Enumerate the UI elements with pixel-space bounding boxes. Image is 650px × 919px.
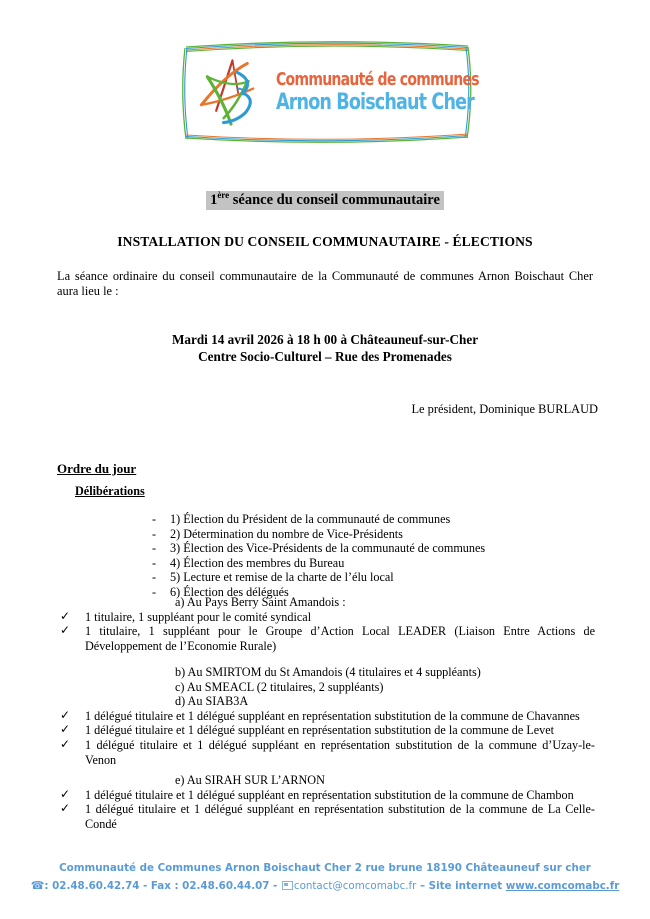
agenda-heading: Ordre du jour: [57, 461, 137, 476]
footer-site-label: – Site internet: [416, 880, 506, 892]
check-list-item: [0, 610, 650, 625]
title-prefix: 1: [210, 191, 218, 208]
check-list-item: [0, 738, 650, 767]
section-b-label: b) Au SMIRTOM du St Amandois (4 titulaires et 4 suppléants): [175, 665, 481, 679]
agenda-item-label: 3) Élection des Vice-Présidents de la communauté de communes: [170, 541, 486, 556]
footer-contact-line: [0, 877, 650, 895]
document-subtitle: INSTALLATION DU CONSEIL COMMUNAUTAIRE - ÉLECTIONS: [117, 234, 533, 249]
check-list-item: [0, 709, 650, 724]
president-signature: Le président, Dominique BURLAUD: [411, 402, 598, 416]
check-list-item: [0, 624, 650, 653]
footer-address-line: Communauté de Communes Arnon Boischaut Cher 2 rue brune 18190 Châteauneuf sur cher: [59, 862, 591, 874]
dash-bullet-icon: -: [152, 526, 157, 541]
agenda-item: [0, 512, 650, 527]
dash-bullet-icon: -: [152, 584, 157, 599]
phone-icon: ☎: [30, 879, 45, 892]
footer-phone-fax: : 02.48.60.42.74 - Fax : 02.48.60.44.07 -: [44, 880, 281, 892]
dash-bullet-icon: -: [152, 541, 157, 556]
section-d-label: d) Au SIAB3A: [175, 694, 249, 709]
logo-line-1: Communauté de communes: [276, 70, 479, 91]
check-bullet-icon: ✓: [60, 736, 71, 751]
check-item-label: 1 titulaire, 1 suppléant pour le Groupe d’Action Local LEADER (Liaison Entre Actions de Développement de l’Economie Rurale): [85, 624, 595, 653]
agenda-item-label: 1) Élection du Président de la communauté de communes: [170, 512, 451, 526]
agenda-item-label: 6) Élection des délégués: [170, 584, 289, 599]
organization-logo: [178, 33, 479, 153]
page-footer: [0, 860, 650, 895]
meeting-date-line: Mardi 14 avril 2026 à 18 h 00 à Châteauneuf-sur-Cher: [171, 332, 479, 347]
title-ordinal: ère: [217, 190, 230, 200]
check-list-item: [0, 723, 650, 738]
section-e-label: e) Au SIRAH SUR L’ARNON: [175, 773, 325, 787]
check-item-label: 1 délégué titulaire et 1 délégué suppléant en représentation substitution de la commune de Chavannes: [85, 708, 580, 723]
mail-icon: [282, 881, 293, 890]
agenda-item: [0, 570, 650, 585]
agenda-item-list: [0, 512, 650, 600]
intro-paragraph: La séance ordinaire du conseil communautaire de la Communauté de communes Arnon Boischaut Cher aura lieu le :: [57, 269, 593, 298]
title-rest: séance du conseil communautaire: [229, 191, 440, 208]
agenda-item: [0, 541, 650, 556]
check-bullet-icon: ✓: [60, 786, 71, 801]
logo-line-2: Arnon Boischaut Cher: [276, 89, 474, 115]
agenda-subheading: Délibérations: [75, 484, 145, 498]
agenda-item-label: 2) Détermination du nombre de Vice-Présidents: [170, 526, 403, 541]
footer-email[interactable]: contact@comcomabc.fr: [293, 880, 417, 892]
dash-bullet-icon: -: [152, 512, 157, 526]
check-bullet-icon: ✓: [60, 707, 71, 722]
agenda-item-label: 4) Élection des membres du Bureau: [170, 555, 345, 570]
section-e: [0, 773, 650, 831]
section-bcd: [0, 665, 650, 767]
meeting-location-line: Centre Socio-Culturel – Rue des Promenades: [198, 349, 452, 364]
check-bullet-icon: ✓: [60, 801, 71, 816]
check-bullet-icon: ✓: [60, 608, 71, 623]
meeting-details: [0, 331, 650, 365]
agenda-item: [0, 527, 650, 542]
check-item-label: 1 délégué titulaire et 1 délégué suppléant en représentation substitution de la commune de La Celle-Condé: [85, 802, 595, 831]
check-item-label: 1 délégué titulaire et 1 délégué suppléant en représentation substitution de la commune de Levet: [85, 723, 555, 738]
footer-website-link[interactable]: www.comcomabc.fr: [505, 880, 620, 892]
section-a: [0, 595, 650, 653]
page-title-highlight: [206, 191, 444, 210]
dash-bullet-icon: -: [152, 555, 157, 570]
check-item-label: 1 délégué titulaire et 1 délégué suppléant en représentation substitution de la commune d’Uzay-le-Venon: [85, 737, 595, 767]
check-item-label: 1 délégué titulaire et 1 délégué suppléant en représentation substitution de la commune de Chambon: [85, 787, 574, 802]
check-list-item: [0, 788, 650, 803]
section-c-label: c) Au SMEACL (2 titulaires, 2 suppléants): [175, 679, 384, 694]
logo-abc-monogram-icon: [194, 56, 268, 130]
dash-bullet-icon: -: [152, 570, 157, 585]
check-item-label: 1 titulaire, 1 suppléant pour le comité syndical: [85, 609, 312, 624]
page-title: [0, 190, 650, 209]
section-a-label: a) Au Pays Berry Saint Amandois :: [175, 595, 346, 609]
check-list-item: [0, 802, 650, 831]
agenda-item: [0, 556, 650, 571]
check-bullet-icon: ✓: [60, 623, 71, 638]
check-bullet-icon: ✓: [60, 722, 71, 737]
agenda-item-label: 5) Lecture et remise de la charte de l’élu local: [170, 570, 394, 585]
